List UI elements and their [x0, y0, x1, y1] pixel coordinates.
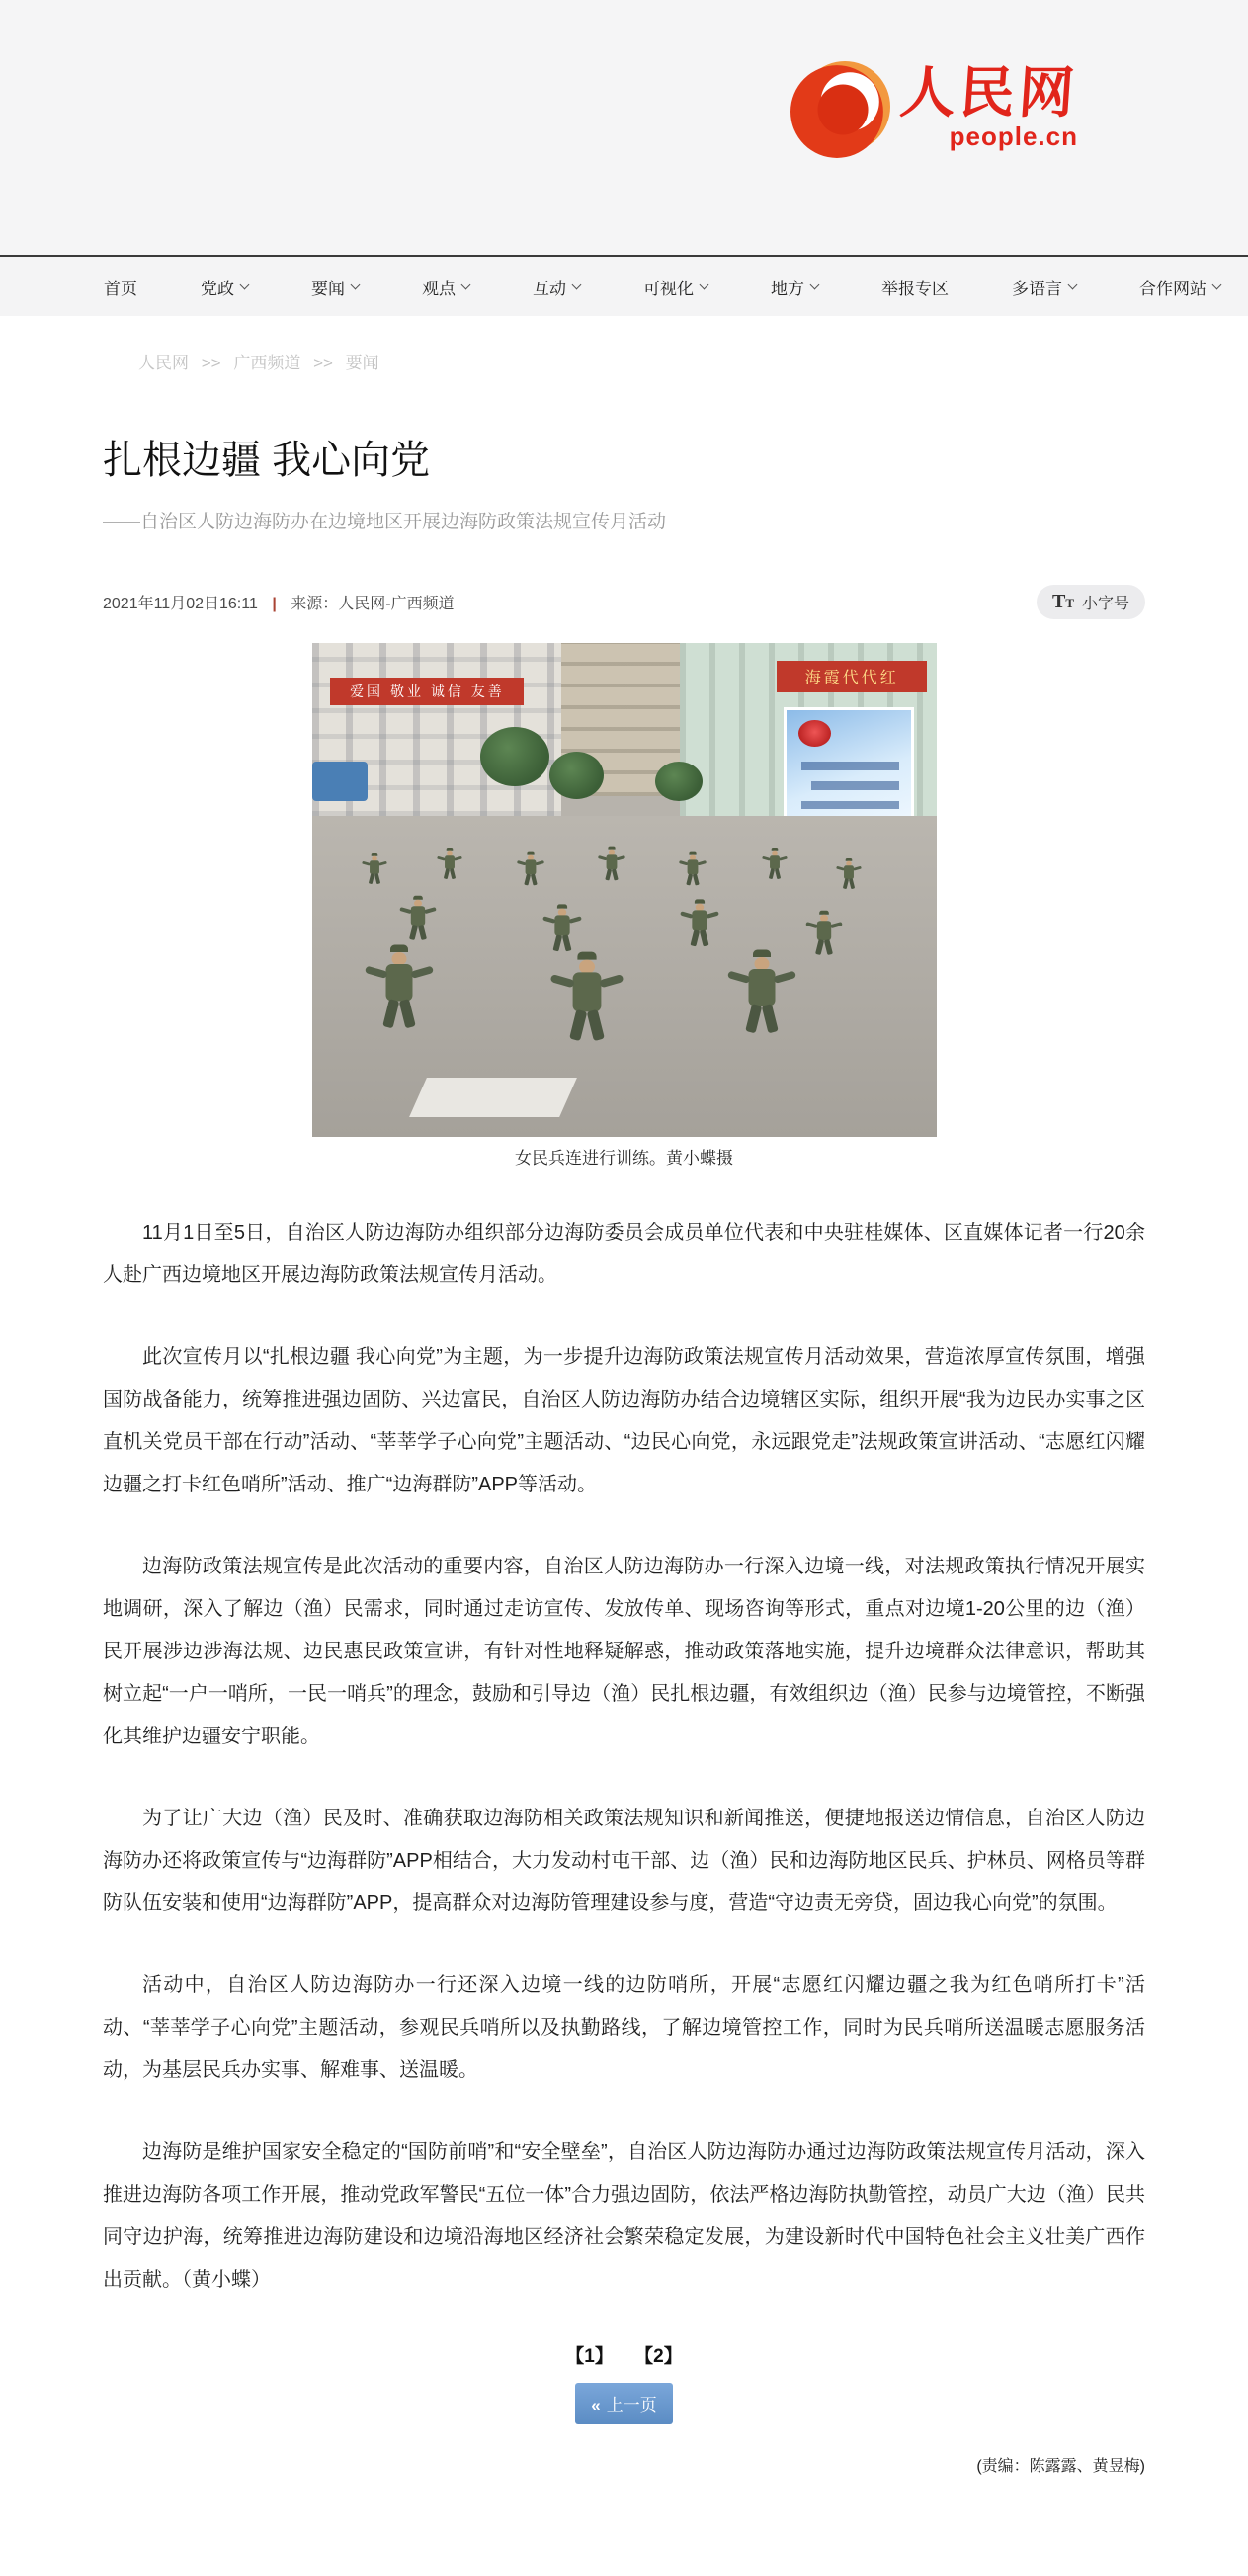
photo-person — [814, 911, 835, 956]
article-paragraph: 11月1日至5日，自治区人防边海防办组织部分边海防委员会成员单位代表和中央驻桂媒体、区直媒体记者一行20余人赴广西边境地区开展边海防政策法规宣传月活动。 — [103, 1222, 1145, 1286]
main-nav — [0, 255, 1248, 316]
chevron-down-icon — [572, 280, 582, 289]
nav-label: 举报专区 — [881, 279, 949, 298]
article-photo-block — [103, 643, 1145, 1170]
article-meta — [103, 591, 455, 613]
nav-item-dangzheng[interactable] — [201, 275, 248, 299]
nav-item-duoyuyan[interactable] — [1012, 275, 1076, 299]
pagination-page-1[interactable]: 【1】 — [565, 2346, 614, 2367]
double-left-arrow-icon: « — [591, 2396, 601, 2415]
logo-cn: 人民网 — [897, 61, 1081, 123]
chevron-down-icon — [810, 280, 820, 289]
nav-label: 可视化 — [643, 279, 694, 298]
chevron-down-icon — [1212, 280, 1222, 289]
breadcrumb-separator: >> — [201, 354, 221, 372]
pagination-page-2[interactable]: 【2】 — [634, 2346, 683, 2367]
article-subtitle: ——自治区人防边海防办在边境地区开展边海防政策法规宣传月活动 — [103, 512, 667, 532]
nav-item-home[interactable] — [104, 275, 137, 299]
nav-label: 首页 — [104, 279, 137, 298]
photo-person — [842, 858, 856, 890]
editor-note: (责编：陈露露、黄昱梅) — [976, 2458, 1145, 2475]
meta-separator: | — [272, 596, 277, 612]
nav-item-keshihua[interactable] — [643, 275, 707, 299]
nav-label: 地方 — [771, 279, 804, 298]
nav-item-hudong[interactable] — [533, 275, 580, 299]
font-size-icon: TT — [1051, 591, 1074, 612]
photo-board-text-line — [811, 781, 899, 790]
nav-item-hezuo[interactable] — [1139, 275, 1220, 299]
chevron-down-icon — [351, 280, 361, 289]
logo-en: people.cn — [949, 121, 1078, 151]
font-size-label: 小字号 — [1081, 596, 1129, 612]
photo-person — [408, 896, 429, 941]
logo-text — [897, 59, 1081, 151]
photo-board-text-line — [801, 801, 899, 810]
photo-person — [742, 950, 781, 1036]
photo-tree — [549, 752, 604, 799]
photo-tree — [655, 762, 703, 801]
publish-date: 2021年11月02日16:11 — [103, 596, 258, 612]
chevron-down-icon — [1068, 280, 1078, 289]
people-cn-logo-icon — [790, 59, 890, 160]
article — [103, 437, 1145, 2476]
photo-person — [443, 848, 457, 880]
photo-person — [523, 852, 539, 887]
article-photo — [312, 643, 937, 1137]
photo-person — [566, 952, 608, 1044]
chevron-down-icon — [461, 280, 471, 289]
site-logo[interactable] — [790, 59, 1081, 160]
page-title: 扎根边疆 我心向党 — [103, 439, 431, 482]
breadcrumb-separator: >> — [313, 354, 333, 372]
photo-banner-right: 海霞代代红 — [777, 661, 927, 693]
article-meta-row — [103, 585, 1145, 619]
breadcrumb-link-yaowen[interactable]: 要闻 — [345, 354, 379, 372]
site-header — [0, 0, 1248, 255]
photo-person — [689, 899, 710, 947]
nav-label: 党政 — [201, 279, 234, 298]
photo-person — [686, 852, 702, 887]
photo-person — [380, 945, 419, 1031]
nav-label: 多语言 — [1012, 279, 1062, 298]
nav-item-jubao[interactable] — [881, 275, 949, 299]
previous-page-button[interactable] — [575, 2383, 672, 2424]
nav-item-guandian[interactable] — [422, 275, 469, 299]
breadcrumb — [138, 349, 1248, 373]
photo-banner-left: 爱国 敬业 诚信 友善 — [330, 678, 524, 705]
photo-emblem — [798, 720, 831, 747]
photo-board-text-line — [801, 762, 899, 770]
photo-caption: 女民兵连进行训练。黄小蝶摄 — [515, 1149, 733, 1167]
chevron-down-icon — [700, 280, 709, 289]
article-paragraph: 边海防是维护国家安全稳定的“国防前哨”和“安全壁垒”，自治区人防边海防办通过边海防政策法规宣传月活动，深入推进边海防各项工作开展，推动党政军警民“五位一体”合力强边固防，依法严格边海防执勤管控，动员广大边（渔）民共同守边护海，统筹推进边海防建设和边境沿海地区经济社会繁荣稳定发展，为建设新时代中国特色社会主义壮美广西作出贡献。（黄小蝶） — [103, 2141, 1145, 2291]
nav-item-difang[interactable] — [771, 275, 818, 299]
nav-item-yaowen[interactable] — [311, 275, 359, 299]
nav-label: 合作网站 — [1139, 279, 1206, 298]
previous-page-label: 上一页 — [606, 2396, 657, 2415]
article-body — [103, 1212, 1145, 2301]
font-size-button[interactable] — [1037, 585, 1145, 619]
article-paragraph: 为了让广大边（渔）民及时、准确获取边海防相关政策法规知识和新闻推送，便捷地报送边情信息，自治区人防边海防办还将政策宣传与“边海群防”APP相结合，大力发动村屯干部、边（渔）民和边海防地区民兵、护林员、网格员等群防队伍安装和使用“边海群防”APP，提高群众对边海防管理建设参与度，营造“守边责无旁贷，固边我心向党”的氛围。 — [103, 1808, 1145, 1914]
nav-label: 互动 — [533, 279, 566, 298]
photo-canopy — [312, 762, 369, 801]
nav-label: 要闻 — [311, 279, 345, 298]
article-source: 来源：人民网-广西频道 — [291, 596, 455, 612]
chevron-down-icon — [240, 280, 250, 289]
pagination — [103, 2341, 1145, 2368]
breadcrumb-link-guangxi[interactable]: 广西频道 — [233, 354, 301, 372]
photo-person — [767, 848, 781, 880]
photo-person — [368, 853, 381, 885]
nav-label: 观点 — [422, 279, 456, 298]
photo-person — [551, 904, 573, 952]
article-paragraph: 此次宣传月以“扎根边疆 我心向党”为主题，为一步提升边海防政策法规宣传月活动效果，营造浓厚宣传氛围，增强国防战备能力，统筹推进强边固防、兴边富民，自治区人防边海防办结合边境辖区实际，组织开展“我为边民办实事之区直机关党员干部在行动”活动、“莘莘学子心向党”主题活动、“边民心向党，永远跟党走”法规政策宣讲活动、“志愿红闪耀边疆之打卡红色哨所”活动、推广“边海群防”APP等活动。 — [103, 1346, 1145, 1495]
breadcrumb-link-people[interactable]: 人民网 — [138, 354, 189, 372]
article-paragraph: 边海防政策法规宣传是此次活动的重要内容，自治区人防边海防办一行深入边境一线，对法规政策执行情况开展实地调研，深入了解边（渔）民需求，同时通过走访宣传、发放传单、现场咨询等形式，重点对边境1-20公里的边（渔）民开展涉边涉海法规、边民惠民政策宣讲，有针对性地释疑解惑，推动政策落地实施，提升边境群众法律意识，帮助其树立起“一户一哨所，一民一哨兵”的理念，鼓励和引导边（渔）民扎根边疆，有效组织边（渔）民参与边境管控，不断强化其维护边疆安宁职能。 — [103, 1556, 1145, 1747]
article-paragraph: 活动中，自治区人防边海防办一行还深入边境一线的边防哨所，开展“志愿红闪耀边疆之我为红色哨所打卡”活动、“莘莘学子心向党”主题活动，参观民兵哨所以及执勤路线，了解边境管控工作，同时为民兵哨所送温暖志愿服务活动，为基层民兵办实事、解难事、送温暖。 — [103, 1974, 1145, 2081]
photo-person — [604, 847, 620, 882]
photo-mat — [409, 1078, 576, 1117]
photo-tree — [480, 727, 549, 786]
